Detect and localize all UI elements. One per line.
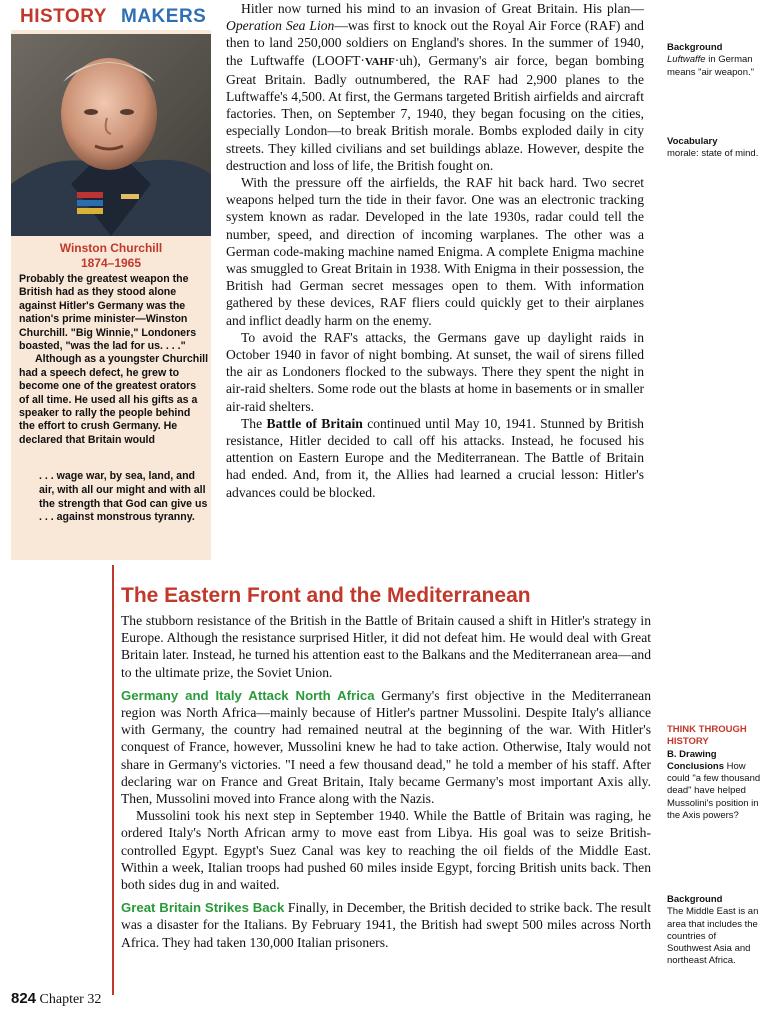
section-intro: The stubborn resistance of the British in the Battle of Britain caused a shift in Hitler's strategy in Europe. Although the resistance surprised Hitler, it did not defeat him. He would deal with Great Britain later. Instead, he turned his attention east to the Balkans and the Mediterranean area—and to the ultimate prize, the Soviet Union.	[121, 613, 651, 680]
note-vocabulary	[667, 136, 763, 161]
text-run: —was first to knock out the Royal Air Force (RAF) and then to land 250,000 soldiers on England's shores. In the summer of 1940, the Luftwaffe (LOOFT·	[226, 18, 644, 68]
history-makers-title	[11, 0, 211, 30]
note-text: How could "a few thousand dead" have helped Mussolini's position in the Axis powers?	[667, 760, 761, 822]
subheading-north-africa: Germany and Italy Attack North Africa	[121, 687, 375, 703]
operation-sea-lion-term: Operation Sea Lion	[226, 18, 335, 34]
note-background-middle-east	[667, 894, 763, 968]
history-makers-box	[11, 0, 211, 560]
page-number: 824	[11, 990, 37, 1007]
page-footer	[11, 990, 101, 1008]
note-heading: Background	[667, 894, 723, 905]
section-heading: The Eastern Front and the Mediterranean	[121, 584, 531, 607]
note-heading: B. Drawing Conclusions	[667, 748, 725, 772]
hm-years: 1874–1965	[80, 256, 142, 270]
subheading-strikes-back: Great Britain Strikes Back	[121, 900, 285, 916]
note-text: morale: state of mind.	[667, 148, 759, 160]
hm-bio-paragraph-1: Probably the greatest weapon the British had as they stood alone against Hitler's Germany was the nation's prime minister—Winston Churchill. "Big Winnie," Londoners boasted, "was the lad for us. . . ."	[19, 273, 197, 353]
note-think-through-history	[667, 724, 763, 822]
body-text-top	[226, 0, 644, 501]
section-rule	[112, 565, 114, 995]
hm-quote: . . . wage war, by sea, land, and air, with all our might and with all the strength that God can give us . . . against monstrous tyranny.	[39, 470, 208, 524]
battle-of-britain-term: Battle of Britain	[266, 415, 363, 431]
note-term: Luftwaffe	[667, 54, 706, 66]
text-run: Finally, in December, the British decided to strike back. The result was a disaster for the Italians. By February 1941, the British had swept 500 miles across North Africa. They had taken 130,000 Italian prisoners.	[121, 900, 651, 950]
note-background-luftwaffe	[667, 42, 763, 79]
text-run: The	[241, 415, 267, 431]
chapter-label: Chapter 32	[39, 992, 102, 1007]
text-run: ·uh), Germany's air force, began bombing Great Britain. Badly outnumbered, the RAF had 2,900 planes to the Luftwaffe's 4,500. At first, the Germans targeted British airfields and aircraft factories. Then, on September 7, 1940, they began focusing on the cities, especially London—to break British morale. Bombs exploded daily in city streets. They killed civilians and set buildings ablaze. However, despite the destruction and loss of life, the British fought on.	[226, 52, 644, 173]
paragraph-mussolini-egypt: Mussolini took his next step in September 1940. While the Battle of Britain was raging, he ordered Italy's North African army to move east from Libya. His goal was to seize British-controlled Egypt. Egypt's Suez Canal was key to reaching the oil fields of the Middle East. Within a week, Italian troops had pushed 60 miles inside Egypt, forcing British units back. Then both sides dug in and waited.	[121, 808, 651, 893]
churchill-portrait	[11, 34, 211, 236]
text-run: Hitler now turned his mind to an invasion of Great Britain. His plan—	[241, 1, 644, 16]
hm-name: Winston Churchill	[59, 241, 163, 255]
history-makers-label-part1: HISTORY	[20, 6, 107, 27]
paragraph-night-bombing: To avoid the RAF's attacks, the Germans gave up daylight raids in October 1940 in favor of night bombing. At sunset, the wail of sirens filled the air as Londoners flocked to the subways. There they spent the night in air-raid shelters. Some rode out the blasts at home in basements or in smaller air-raid shelters.	[226, 329, 645, 414]
history-makers-label-part2: MAKERS	[121, 6, 207, 27]
note-text: The Middle East is an area that includes the countries of Southwest Asia and northeast Africa.	[667, 906, 759, 967]
text-run: continued until May 10, 1941. Stunned by British resistance, Hitler decided to call off his attacks. Instead, he focused his attention on Eastern Europe and the Mediterranean. The Battle of Britain had ended. And, from it, the Allies had learned a crucial lesson: Hitler's advances could be blocked.	[226, 415, 644, 500]
note-text: in German means "air weapon."	[667, 54, 755, 78]
hm-biography	[19, 273, 209, 447]
paragraph-north-africa	[121, 687, 651, 807]
note-heading: Background	[667, 42, 723, 53]
text-run: Germany's first objective in the Mediterranean region was North Africa—mainly because of Hitler's partner Mussolini. Despite Italy's alliance with Germany, the country had remained neutral at the beginning of the war. With Hitler's conquest of France, however, Mussolini knew he had to take action. Otherwise, Italy would not share in Germany's victories. "I need a few thousand dead," he told a member of his staff. After declaring war on France and Great Britain, Italy became Germany's most important Axis ally. Then, Mussolini moved into France along with the Nazis.	[121, 687, 651, 807]
paragraph-battle-of-britain	[226, 415, 644, 501]
paragraph-radar-enigma: With the pressure off the airfields, the RAF hit back hard. Two secret weapons helped turn the tide in their favor. One was an electronic tracking system known as radar. Developed in the late 1930s, radar could tell the number, speed, and direction of incoming warplanes. The other was a German code-making machine named Enigma. A complete Enigma machine was smuggled to Great Britain in 1938. With Enigma in their possession, the British had German secret messages open to them. With information gathered by these devices, RAF fliers could quickly get to their airplanes and inflict deadly harm on the enemy.	[226, 175, 644, 328]
paragraph-invasion	[226, 0, 644, 174]
think-title: THINK THROUGH HISTORY	[667, 724, 747, 748]
hm-name-block	[11, 241, 211, 271]
paragraph-strikes-back	[121, 899, 651, 951]
hm-bio-paragraph-2: Although as a youngster Churchill had a speech defect, he grew to become one of the greatest orators of all time. He used all his gifts as a speaker to rally the people behind the effort to crush Germany. He declared that Britain would	[19, 353, 209, 446]
note-heading: Vocabulary	[667, 136, 718, 147]
pronunciation-stress: VAHF	[364, 55, 395, 68]
section-body	[121, 612, 651, 951]
